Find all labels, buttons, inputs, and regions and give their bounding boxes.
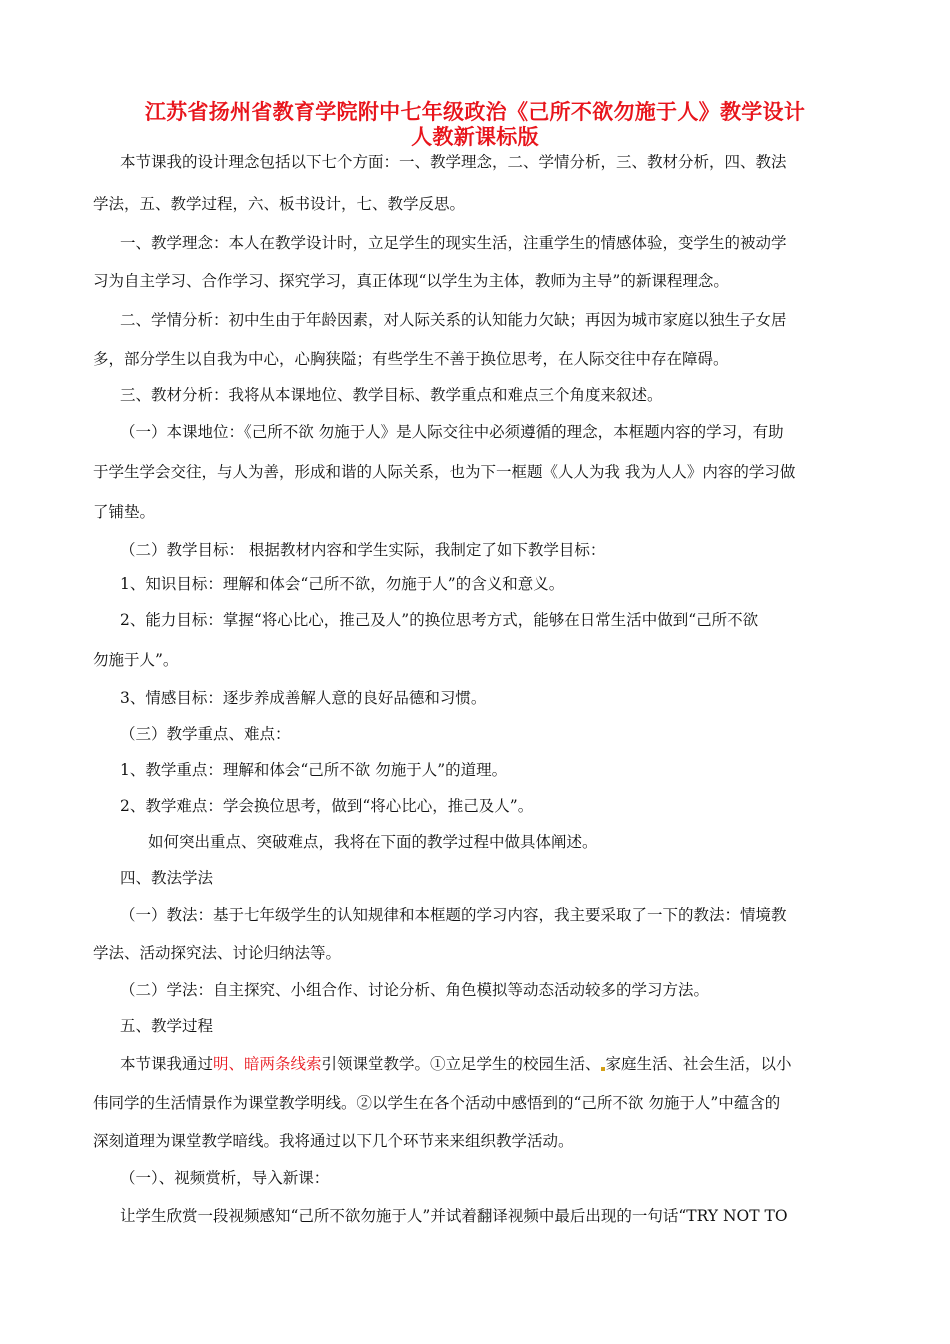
paragraph-line: 四、教法学法 [120, 869, 214, 887]
paragraph-line: 如何突出重点、突破难点，我将在下面的教学过程中做具体阐述。 [148, 833, 598, 851]
paragraph-line: 多，部分学生以自我为中心，心胸狭隘；有些学生不善于换位思考，在人际交往中存在障碍。 [93, 350, 729, 368]
highlighted-text: 明、暗两条线索 [213, 1055, 322, 1073]
paragraph-line: 了铺垫。 [93, 503, 156, 521]
process-text-c: 家庭生活、社会生活，以小 [605, 1055, 792, 1073]
paragraph-line: （一）教法：基于七年级学生的认知规律和本框题的学习内容，我主要采取了一下的教法：情境教 [120, 906, 787, 924]
paragraph-line: 勿施于人”。 [93, 651, 179, 669]
document-title-line-2: 人教新课标版 [411, 124, 539, 149]
paragraph-line: 让学生欣赏一段视频感知“己所不欲勿施于人”并试着翻译视频中最后出现的一句话“TRY NOT TO [120, 1207, 788, 1225]
process-text-a: 本节课我通过 [120, 1055, 214, 1073]
paragraph-line: 伟同学的生活情景作为课堂教学明线。②以学生在各个活动中感悟到的“己所不欲 勿施于人”中蕴含的 [93, 1094, 781, 1112]
paragraph-line: 3、情感目标：逐步养成善解人意的良好品德和习惯。 [120, 689, 487, 707]
edit-marker-icon [601, 1067, 605, 1071]
paragraph-line: 一、教学理念：本人在教学设计时，立足学生的现实生活，注重学生的情感体验，变学生的被动学 [120, 234, 787, 252]
paragraph-line: 深刻道理为课堂教学暗线。我将通过以下几个环节来来组织教学活动。 [93, 1132, 574, 1150]
document-title-line-1: 江苏省扬州省教育学院附中七年级政治《己所不欲勿施于人》教学设计 [144, 99, 806, 124]
paragraph-line: （一）、视频赏析，导入新课： [120, 1169, 330, 1187]
paragraph-line: 三、教材分析：我将从本课地位、教学目标、教学重点和难点三个角度来叙述。 [120, 386, 663, 404]
paragraph-line: （二）学法：自主探究、小组合作、讨论分析、角色模拟等动态活动较多的学习方法。 [120, 981, 710, 999]
paragraph-line: 2、能力目标：掌握“将心比心，推己及人”的换位思考方式，能够在日常生活中做到“己所不欲 [120, 611, 759, 629]
paragraph-line: 学法，五、教学过程，六、板书设计，七、教学反思。 [93, 195, 466, 213]
paragraph-line: （二）教学目标： 根据教材内容和学生实际，我制定了如下教学目标： [120, 541, 606, 559]
paragraph-line: 五、教学过程 [120, 1017, 214, 1035]
process-intro-line [120, 1054, 792, 1074]
paragraph-line: 1、教学重点：理解和体会“己所不欲 勿施于人”的道理。 [120, 761, 508, 779]
paragraph-line: （三）教学重点、难点： [120, 725, 291, 743]
process-text-b: 引领课堂教学。①立足学生的校园生活、 [321, 1055, 601, 1073]
paragraph-line: 2、教学难点：学会换位思考，做到“将心比心，推己及人”。 [120, 797, 534, 815]
paragraph-line: 于学生学会交往，与人为善，形成和谐的人际关系，也为下一框题《人人为我 我为人人》内容的学习做 [93, 463, 796, 481]
paragraph-line: （一）本课地位：《己所不欲 勿施于人》是人际交往中必须遵循的理念，本框题内容的学习，有助 [120, 423, 784, 441]
paragraph-line: 本节课我的设计理念包括以下七个方面：一、教学理念，二、学情分析，三、教材分析，四、教法 [120, 153, 787, 171]
paragraph-line: 习为自主学习、合作学习、探究学习，真正体现“以学生为主体，教师为主导”的新课程理念。 [93, 272, 729, 290]
paragraph-line: 学法、活动探究法、讨论归纳法等。 [93, 944, 342, 962]
paragraph-line: 二、学情分析：初中生由于年龄因素，对人际关系的认知能力欠缺；再因为城市家庭以独生子女居 [120, 311, 787, 329]
paragraph-line: 1、知识目标：理解和体会“己所不欲，勿施于人”的含义和意义。 [120, 575, 565, 593]
